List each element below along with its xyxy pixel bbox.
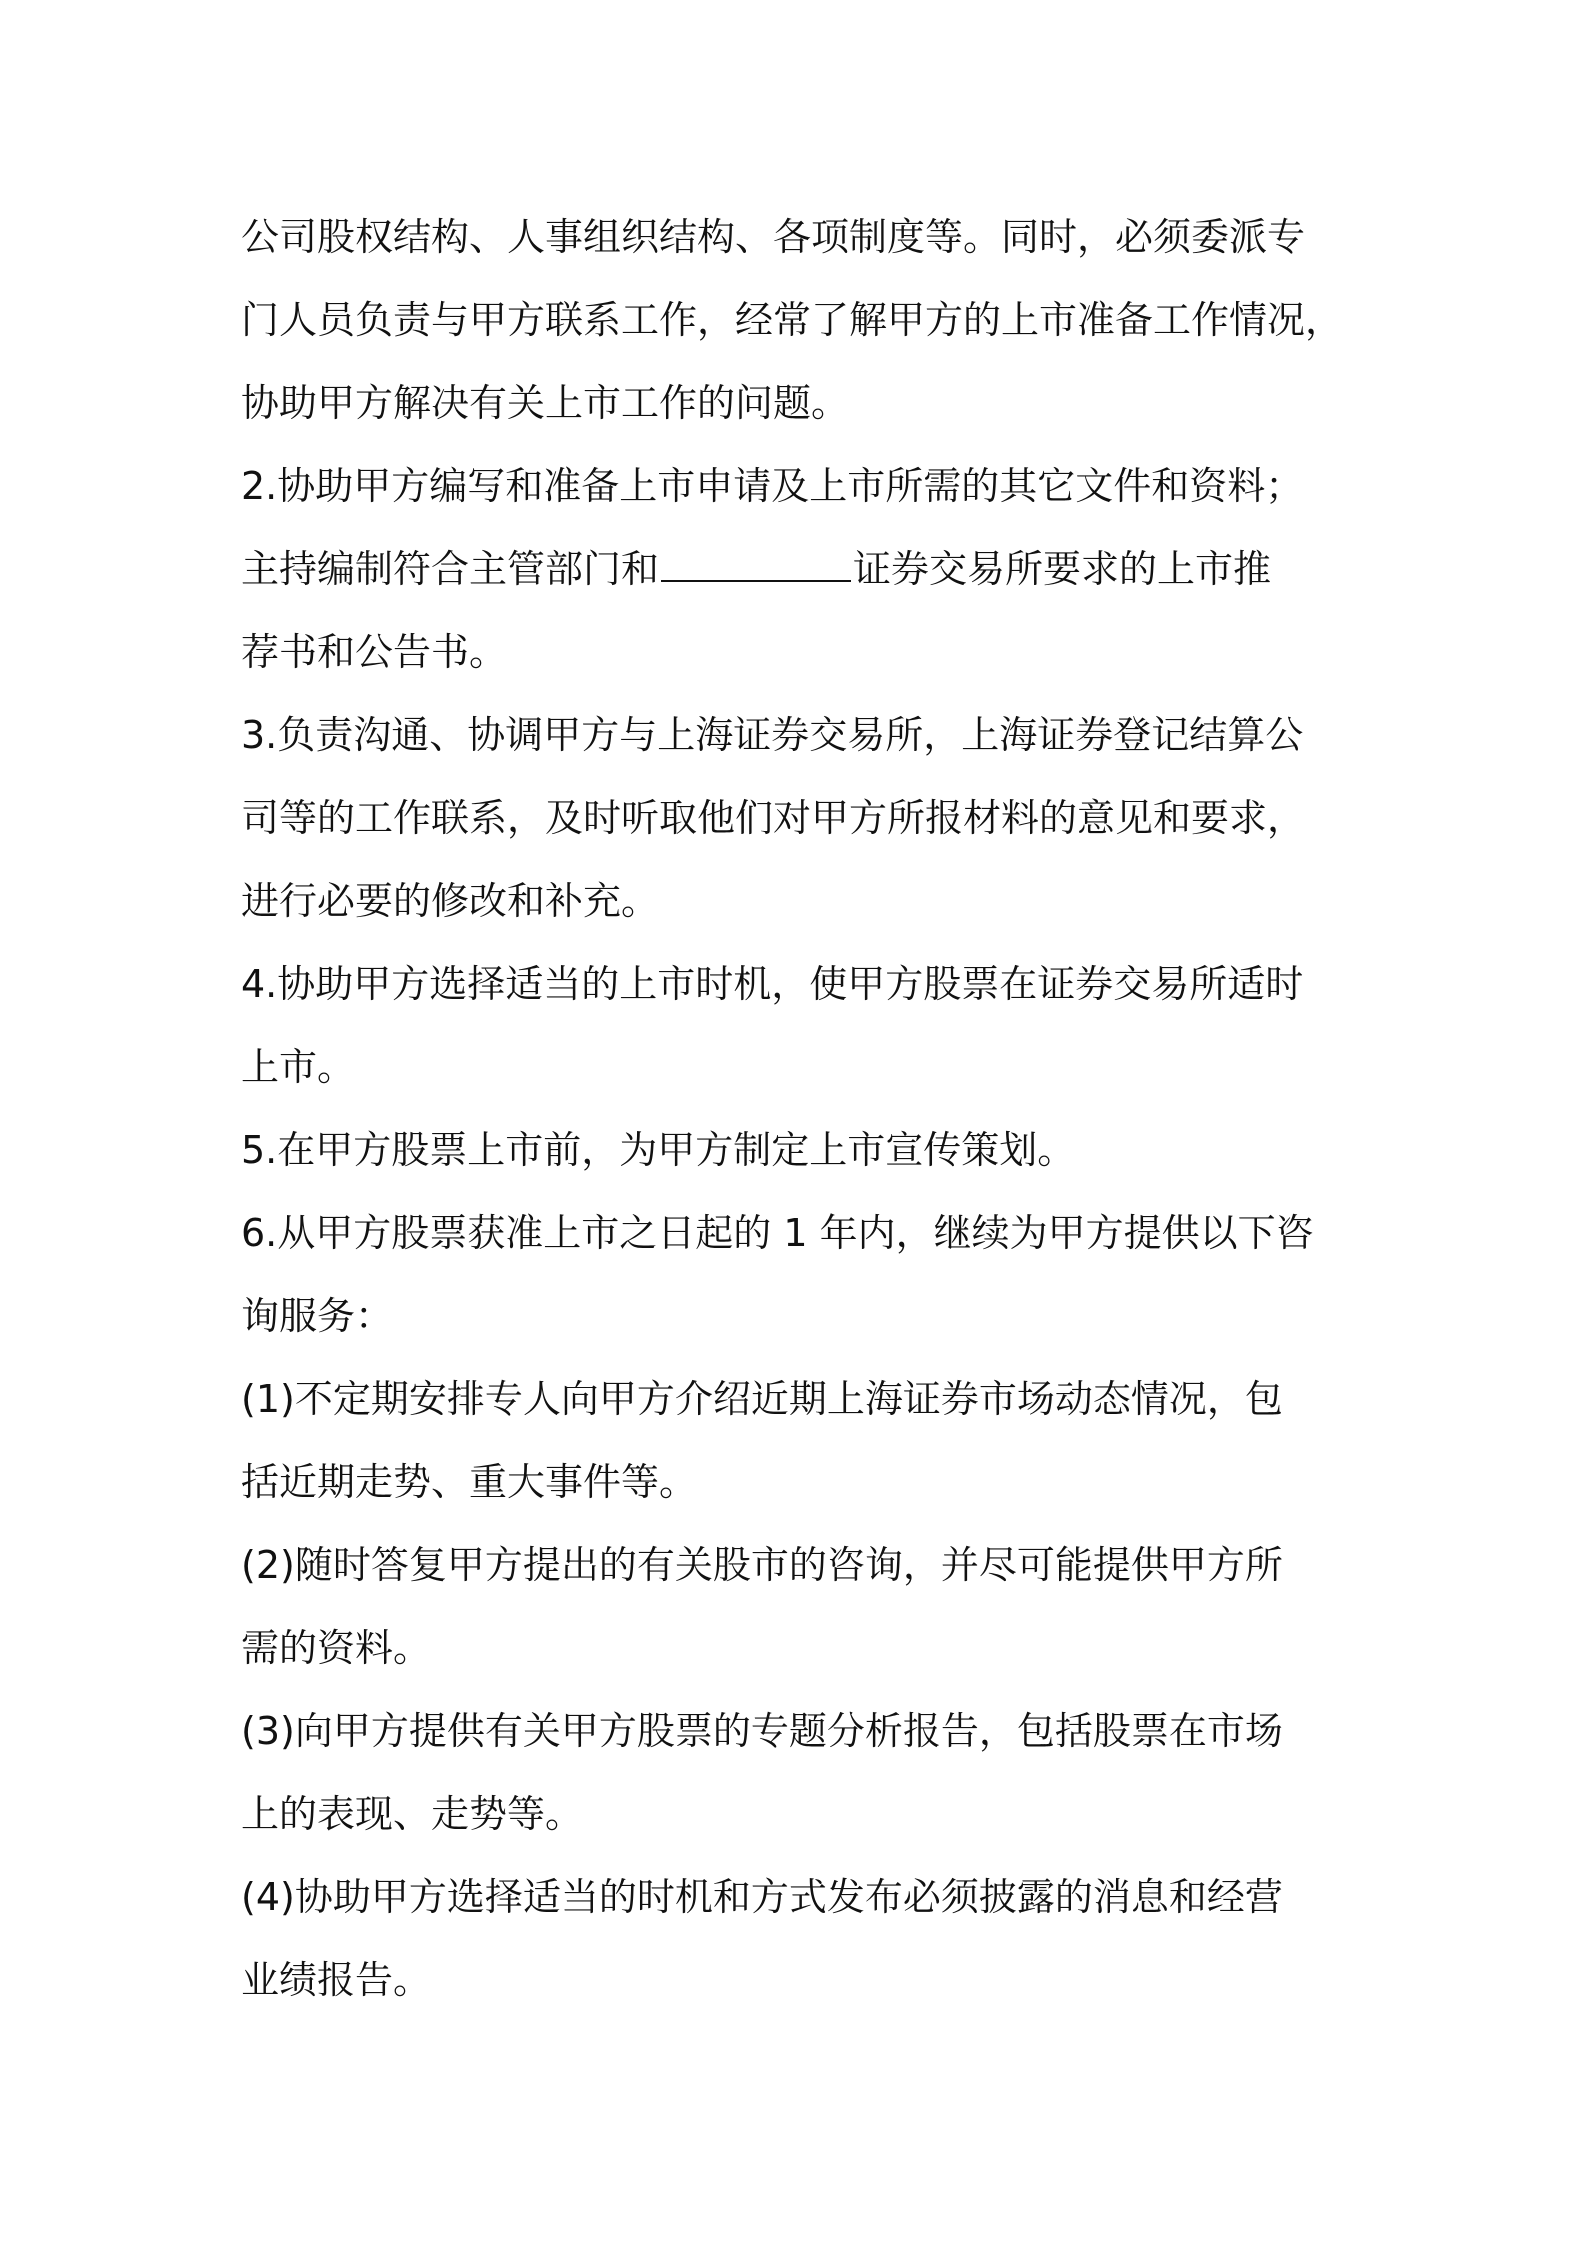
text-line: (1)不定期安排专人向甲方介绍近期上海证券市场动态情况，包 — [241, 1377, 1283, 1421]
text-line: 协助甲方解决有关上市工作的问题。 — [241, 381, 850, 425]
text-line: 门人员负责与甲方联系工作，经常了解甲方的上市准备工作情况， — [241, 298, 1344, 342]
text-line: 荐书和公告书。 — [241, 630, 508, 674]
text-line: 5.在甲方股票上市前，为甲方制定上市宣传策划。 — [241, 1128, 1076, 1172]
text-after-blank: 证券交易所要求的上市推 — [853, 547, 1272, 591]
text-line: 需的资料。 — [241, 1626, 432, 1670]
text-line: 业绩报告。 — [241, 1958, 432, 2002]
text-line: 括近期走势、重大事件等。 — [241, 1460, 698, 1504]
text-before-blank: 主持编制符合主管部门和 — [241, 547, 660, 591]
text-line: 6.从甲方股票获准上市之日起的 1 年内，继续为甲方提供以下咨 — [241, 1211, 1314, 1255]
text-line-with-blank — [241, 528, 1351, 611]
text-line: 上的表现、走势等。 — [241, 1792, 584, 1836]
text-line: 进行必要的修改和补充。 — [241, 879, 660, 923]
text-line: 司等的工作联系，及时听取他们对甲方所报材料的意见和要求， — [241, 796, 1306, 840]
text-line: (3)向甲方提供有关甲方股票的专题分析报告，包括股票在市场 — [241, 1709, 1283, 1753]
text-line: 4.协助甲方选择适当的上市时机，使甲方股票在证券交易所适时 — [241, 962, 1304, 1006]
text-line: (4)协助甲方选择适当的时机和方式发布必须披露的消息和经营 — [241, 1875, 1283, 1919]
text-line: (2)随时答复甲方提出的有关股市的咨询，并尽可能提供甲方所 — [241, 1543, 1283, 1587]
text-line: 上市。 — [241, 1045, 356, 1089]
document-body — [241, 196, 1351, 2022]
text-line: 3.负责沟通、协调甲方与上海证券交易所，上海证券登记结算公 — [241, 713, 1304, 757]
text-line: 公司股权结构、人事组织结构、各项制度等。同时，必须委派专 — [241, 215, 1306, 259]
fill-in-blank — [661, 534, 851, 582]
text-line: 询服务： — [241, 1294, 394, 1338]
text-line: 2.协助甲方编写和准备上市申请及上市所需的其它文件和资料； — [241, 464, 1304, 508]
